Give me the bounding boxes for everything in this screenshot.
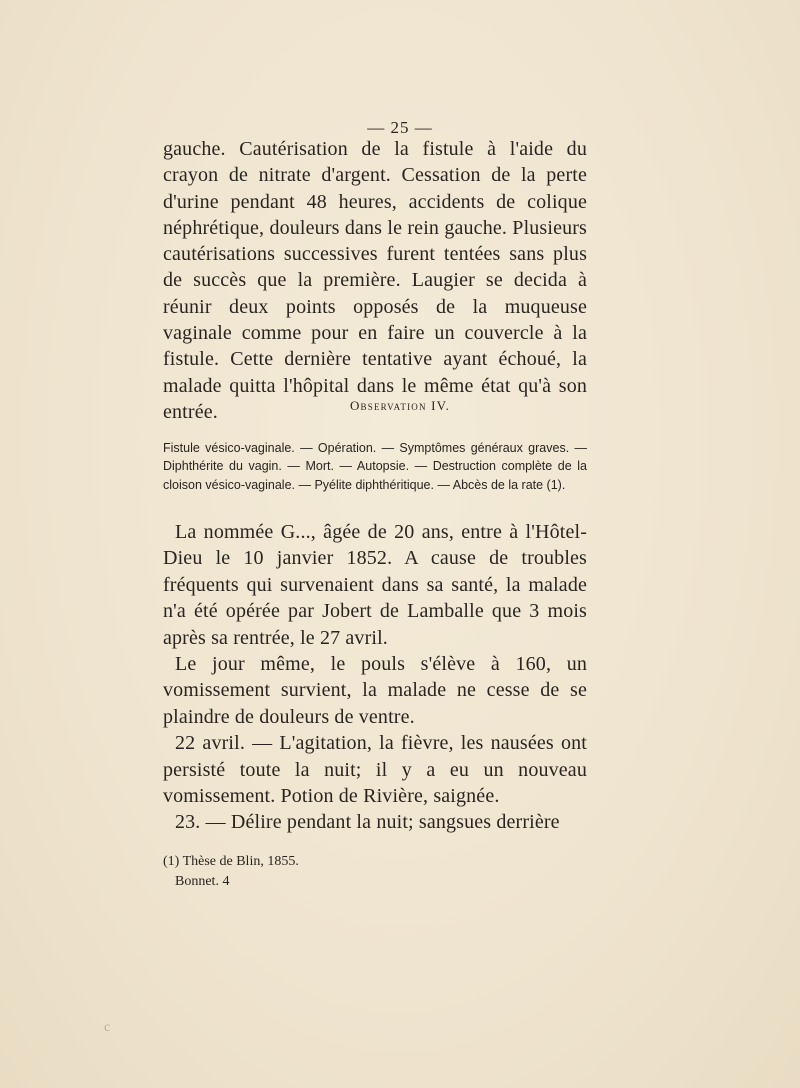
observation-heading: Observation IV. — [349, 398, 451, 413]
footnote: (1) Thèse de Blin, 1855. — [163, 854, 299, 869]
signature-mark: 4 — [222, 873, 230, 889]
continuation-paragraph — [163, 136, 587, 425]
footnote-block — [163, 852, 587, 891]
paragraph: Le jour même, le pouls s'élève à 160, un vomissement survient, la malade ne cesse de se plaindre de douleurs de ventre. — [163, 653, 587, 728]
signature-line — [163, 872, 587, 892]
paragraph-text: gauche. Cautérisation de la fistule à l'aide du crayon de nitrate d'argent. Cessation de la perte d'urine pendant 48 heures, accidents de colique néphrétique, douleurs dans le rein gauche. Plusieurs cautérisations successives furent tentées sans plus de succès que la première. Laugier se decida à réunir deux points opposés de la muqueuse vaginale comme pour en faire un couvercle à la fistule. Cette dernière tentative ayant échoué, la malade quitta l'hôpital dans le même état qu'à son entrée. — [163, 138, 587, 423]
paragraph: 22 avril. — L'agitation, la fièvre, les nausées ont persisté toute la nuit; il y a eu un nouveau vomissement. Potion de Rivière, saignée. — [163, 732, 587, 808]
observation-body — [163, 519, 587, 836]
edge-mark: c — [104, 1020, 111, 1035]
page-number: — 25 — — [367, 118, 433, 137]
paragraph: La nommée G..., âgée de 20 ans, entre à l'Hôtel-Dieu le 10 janvier 1852. A cause de troubles fréquents qui survenaient dans sa santé, la malade n'a été opérée par Jobert de Lamballe que 3 mois après sa rentrée, le 27 avril. — [163, 521, 587, 649]
signature-name: Bonnet. — [175, 873, 219, 889]
paragraph: 23. — Délire pendant la nuit; sangsues derrière — [175, 811, 560, 834]
observation-summary: Fistule vésico-vaginale. — Opération. — Symptômes généraux graves. — Diphthérite du vagin. — Mort. — Autopsie. — Destruction complète de la cloison vésico-vaginale. — Pyélite diphthéritique. — Abcès de la rate (1). — [163, 441, 587, 492]
